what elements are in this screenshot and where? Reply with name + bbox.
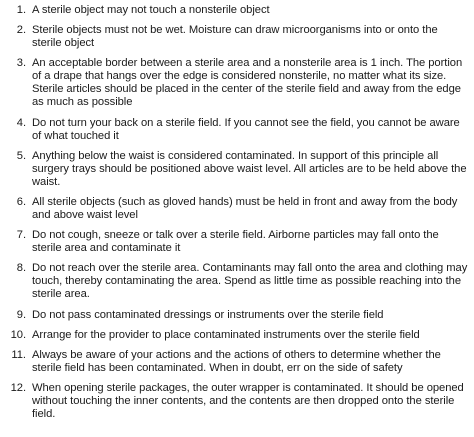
item-number: 2.: [16, 24, 26, 37]
list-item: [4, 349, 468, 375]
item-number: 8.: [16, 262, 26, 275]
item-number: 12.: [10, 382, 26, 395]
item-number: 10.: [10, 328, 26, 341]
item-text: An acceptable border between a sterile area and a nonsterile area is 1 inch. The portion of a drape that hangs over the edge is considered nonsterile, no matter what its size. Sterile articles should be placed in the center of the sterile field and away from the edge as much as possible: [32, 57, 463, 109]
item-text: Anything below the waist is considered contaminated. In support of this principle all surgery trays should be positioned above waist level. All articles are to be held above the waist.: [32, 149, 467, 188]
item-text: Arrange for the provider to place contaminated instruments over the sterile field: [32, 328, 420, 341]
item-number: 9.: [16, 308, 26, 321]
item-text: A sterile object may not touch a nonsterile object: [32, 4, 270, 16]
list-item: [4, 309, 468, 322]
list-item: [4, 150, 468, 189]
list-item: [4, 229, 468, 255]
item-text: Do not turn your back on a sterile field. If you cannot see the field, you cannot be aware of what touched it: [32, 116, 460, 142]
list-item: [4, 196, 468, 222]
list-item: [4, 382, 468, 421]
item-number: 11.: [11, 348, 26, 361]
item-number: 3.: [16, 57, 26, 70]
item-number: 4.: [16, 116, 26, 129]
list-item: [4, 4, 468, 17]
item-text: When opening sterile packages, the outer wrapper is contaminated. It should be opened without touching the inner contents, and the contents are then dropped onto the sterile field.: [32, 382, 464, 421]
item-text: Do not reach over the sterile area. Contaminants may fall onto the area and clothing may touch, thereby contaminating the area. Spend as little time as possible reaching into the sterile area.: [32, 262, 468, 301]
list-item: [4, 329, 468, 342]
item-text: Do not pass contaminated dressings or instruments over the sterile field: [32, 308, 384, 321]
item-number: 6.: [16, 195, 26, 208]
list-item: [4, 262, 468, 301]
item-text: All sterile objects (such as gloved hands) must be held in front and away from the body and above waist level: [32, 195, 458, 221]
item-text: Always be aware of your actions and the actions of others to determine whether the sterile field has been contaminated. When in doubt, err on the side of safety: [32, 348, 441, 374]
item-number: 1.: [16, 4, 26, 16]
item-text: Do not cough, sneeze or talk over a sterile field. Airborne particles may fall onto the sterile area and contaminate it: [32, 229, 439, 255]
item-number: 7.: [16, 229, 26, 242]
list-item: [4, 24, 468, 50]
list-item: [4, 117, 468, 143]
list-item: [4, 57, 468, 109]
item-text: Sterile objects must not be wet. Moisture can draw microorganisms into or onto the sterile object: [32, 24, 438, 50]
item-number: 5.: [16, 149, 26, 162]
sterile-rules-list: [4, 4, 468, 421]
